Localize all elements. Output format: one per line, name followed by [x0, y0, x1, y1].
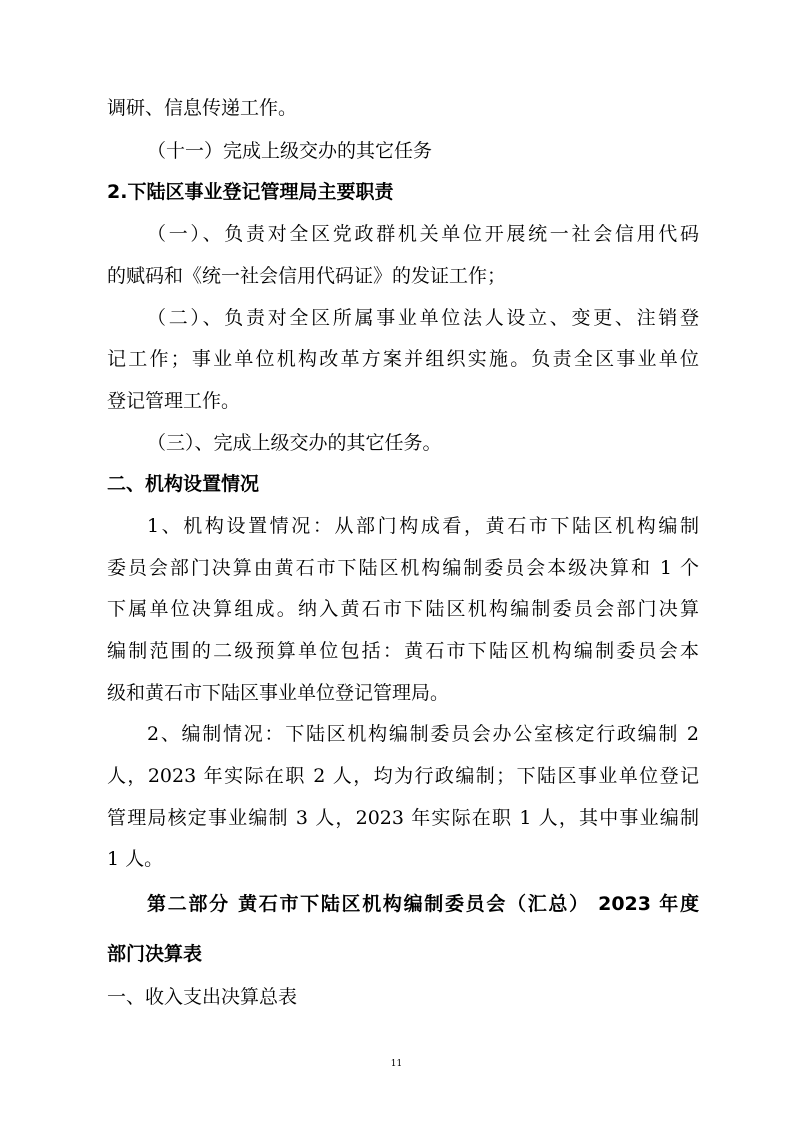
- paragraph-line: （二）、负责对全区所属事业单位法人设立、变更、注销登: [147, 307, 699, 329]
- paragraph-line: 登记管理工作。: [107, 390, 241, 412]
- part-heading: 第二部分 黄石市下陆区机构编制委员会（汇总） 2023 年度: [147, 893, 699, 915]
- paragraph-line: （一）、负责对全区党政群机关单位开展统一社会信用代码: [147, 223, 699, 245]
- paragraph-line: 下属单位决算组成。纳入黄石市下陆区机构编制委员会部门决算: [107, 598, 699, 620]
- paragraph-line: 1、机构设置情况：从部门构成看，黄石市下陆区机构编制: [147, 515, 699, 537]
- list-item-line: （十一）完成上级交办的其它任务: [147, 140, 433, 162]
- table-heading: 一、收入支出决算总表: [107, 986, 298, 1008]
- paragraph-line: 1 人。: [107, 848, 164, 870]
- paragraph-line: 级和黄石市下陆区事业单位登记管理局。: [107, 682, 450, 704]
- section-heading: 二、机构设置情况: [107, 473, 260, 495]
- paragraph-line: 委员会部门决算由黄石市下陆区机构编制委员会本级决算和 1 个: [107, 557, 699, 579]
- paragraph-line: 管理局核定事业编制 3 人，2023 年实际在职 1 人，其中事业编制: [107, 807, 699, 829]
- section-heading: 2.下陆区事业登记管理局主要职责: [107, 181, 394, 203]
- paragraph-line: 编制范围的二级预算单位包括：黄石市下陆区机构编制委员会本: [107, 640, 699, 662]
- list-item-line: （三）、完成上级交办的其它任务。: [147, 432, 442, 454]
- paragraph-line: 调研、信息传递工作。: [107, 97, 298, 119]
- part-heading-continuation: 部门决算表: [107, 943, 203, 965]
- page-number: 11: [390, 1059, 403, 1069]
- paragraph-line: 的赋码和《统一社会信用代码证》的发证工作；: [107, 265, 507, 287]
- paragraph-line: 2、编制情况：下陆区机构编制委员会办公室核定行政编制 2: [147, 723, 699, 745]
- paragraph-line: 记工作；事业单位机构改革方案并组织实施。负责全区事业单位: [107, 348, 699, 370]
- paragraph-line: 人，2023 年实际在职 2 人，均为行政编制；下陆区事业单位登记: [107, 765, 699, 787]
